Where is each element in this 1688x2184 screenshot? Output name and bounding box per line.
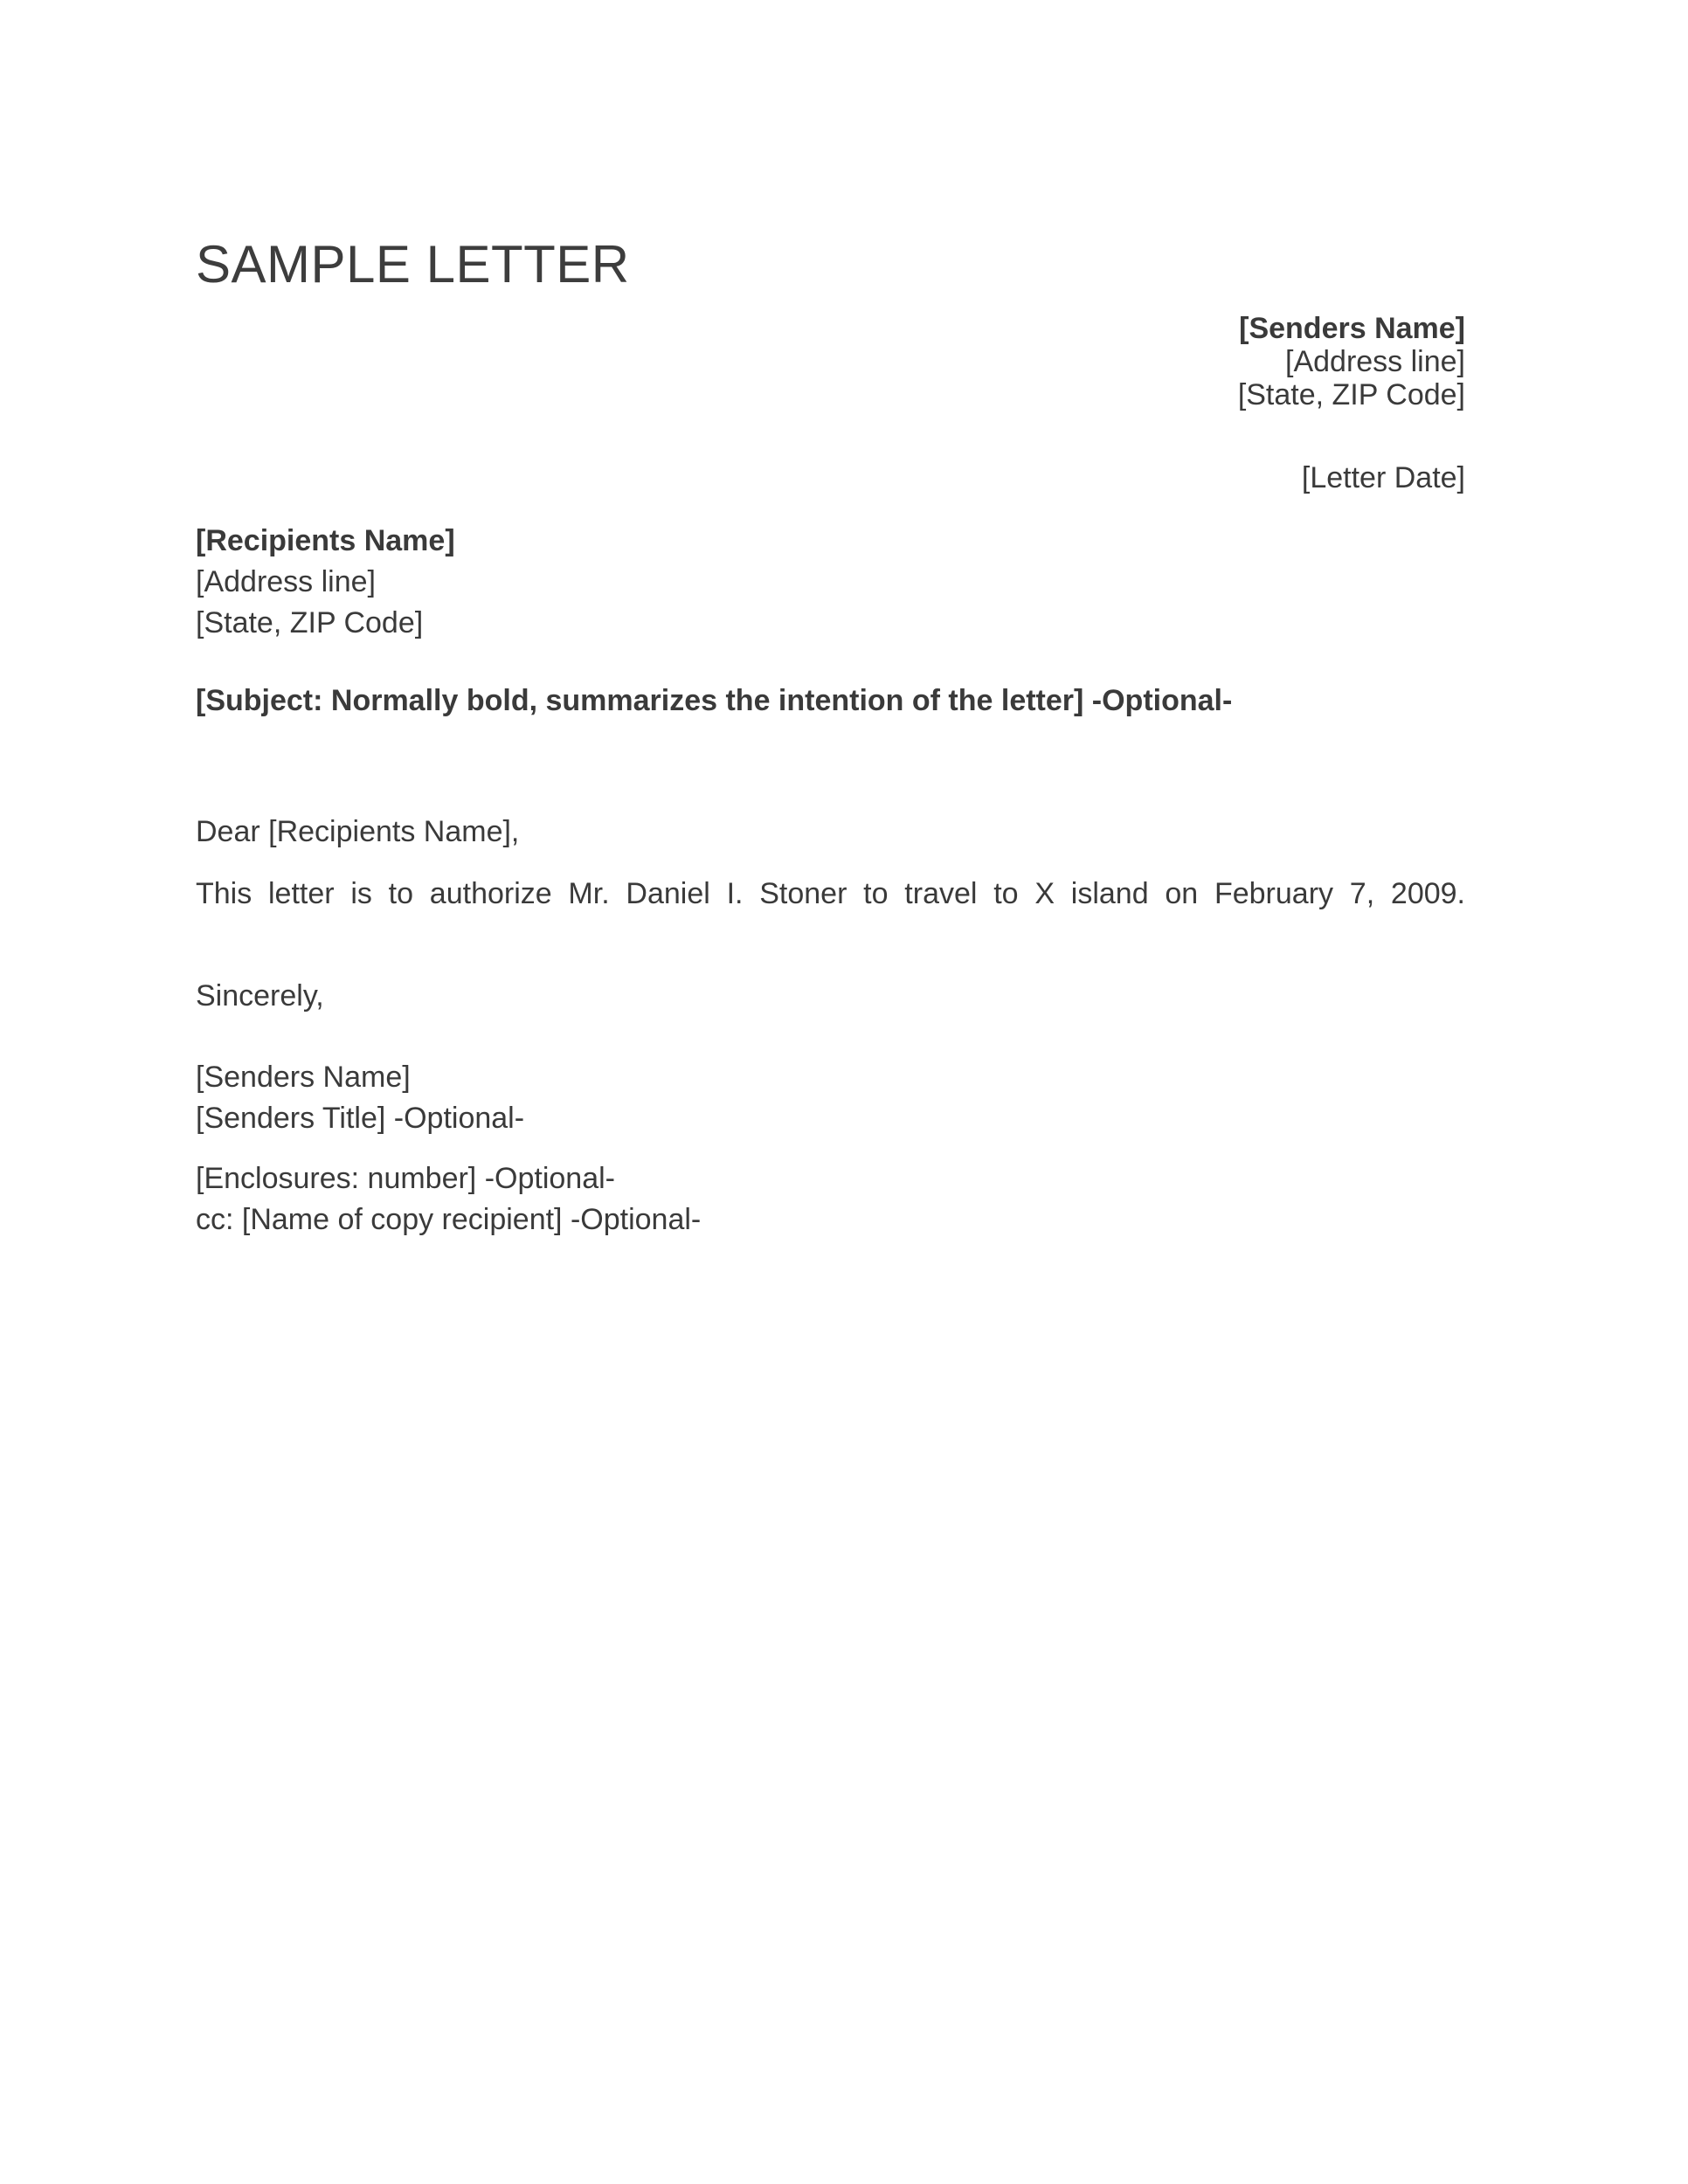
letter-footer xyxy=(196,1158,701,1241)
recipient-name: [Recipients Name] xyxy=(196,524,455,557)
recipient-address-block xyxy=(196,521,455,644)
sender-address-line: [Address line] xyxy=(1285,345,1465,378)
recipient-state-zip: [State, ZIP Code] xyxy=(196,606,424,639)
sender-address-block xyxy=(1238,312,1465,411)
letter-closing: Sincerely, xyxy=(196,979,324,1013)
letter-body: This letter is to authorize Mr. Daniel I. Stoner to travel to X island on February 7, 2009. xyxy=(196,877,1465,910)
signature-name: [Senders Name] xyxy=(196,1061,411,1094)
letter-subject: [Subject: Normally bold, summarizes the intention of the letter] -Optional- xyxy=(196,684,1233,717)
letter-salutation: Dear [Recipients Name], xyxy=(196,815,520,848)
signature-title: [Senders Title] -Optional- xyxy=(196,1102,525,1135)
letter-date: [Letter Date] xyxy=(1301,461,1465,494)
letter-title: SAMPLE LETTER xyxy=(196,235,630,294)
signature-block xyxy=(196,1057,524,1139)
enclosures-line: [Enclosures: number] -Optional- xyxy=(196,1162,615,1195)
recipient-address-line: [Address line] xyxy=(196,565,376,598)
sender-state-zip: [State, ZIP Code] xyxy=(1237,378,1465,411)
sender-name: [Senders Name] xyxy=(1239,312,1465,345)
cc-line: cc: [Name of copy recipient] -Optional- xyxy=(196,1203,702,1236)
